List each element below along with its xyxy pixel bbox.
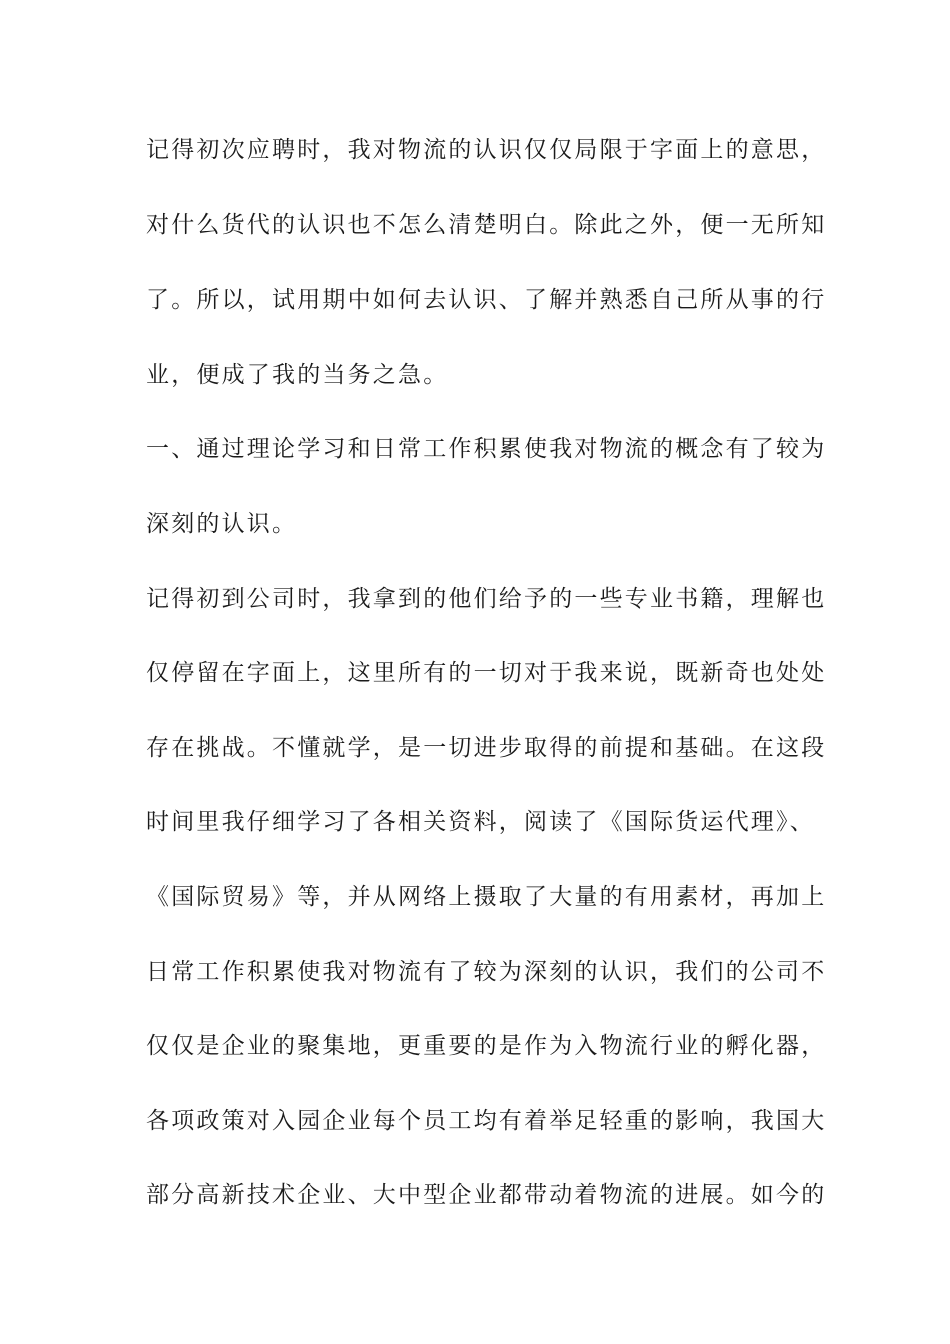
text-line: 业，便成了我的当务之急。 (146, 362, 449, 388)
text-line: 日常工作积累使我对物流有了较为深刻的认识，我们的公司不 (146, 959, 827, 985)
text-line: 部分高新技术企业、大中型企业都带动着物流的进展。如今的 (146, 1182, 827, 1208)
section-heading-line: 深刻的认识。 (146, 511, 298, 537)
text-line: 《国际贸易》等，并从网络上摄取了大量的有用素材，再加上 (146, 884, 827, 910)
text-line: 记得初次应聘时，我对物流的认识仅仅局限于字面上的意思， (146, 137, 827, 163)
section-heading-line: 一、通过理论学习和日常工作积累使我对物流的概念有了较为 (146, 436, 827, 462)
text-line: 时间里我仔细学习了各相关资料，阅读了《国际货运代理》、 (146, 809, 815, 835)
text-line: 记得初到公司时，我拿到的他们给予的一些专业书籍，理解也 (146, 586, 827, 612)
text-line: 各项政策对入园企业每个员工均有着举足轻重的影响，我国大 (146, 1108, 827, 1134)
text-line: 了。所以，试用期中如何去认识、了解并熟悉自己所从事的行 (146, 287, 827, 313)
text-line: 存在挑战。不懂就学，是一切进步取得的前提和基础。在这段 (146, 735, 827, 761)
text-line: 对什么货代的认识也不怎么清楚明白。除此之外，便一无所知 (146, 212, 827, 238)
text-line: 仅仅是企业的聚集地，更重要的是作为入物流行业的孵化器， (146, 1033, 827, 1059)
text-line: 仅停留在字面上，这里所有的一切对于我来说，既新奇也处处 (146, 660, 827, 686)
